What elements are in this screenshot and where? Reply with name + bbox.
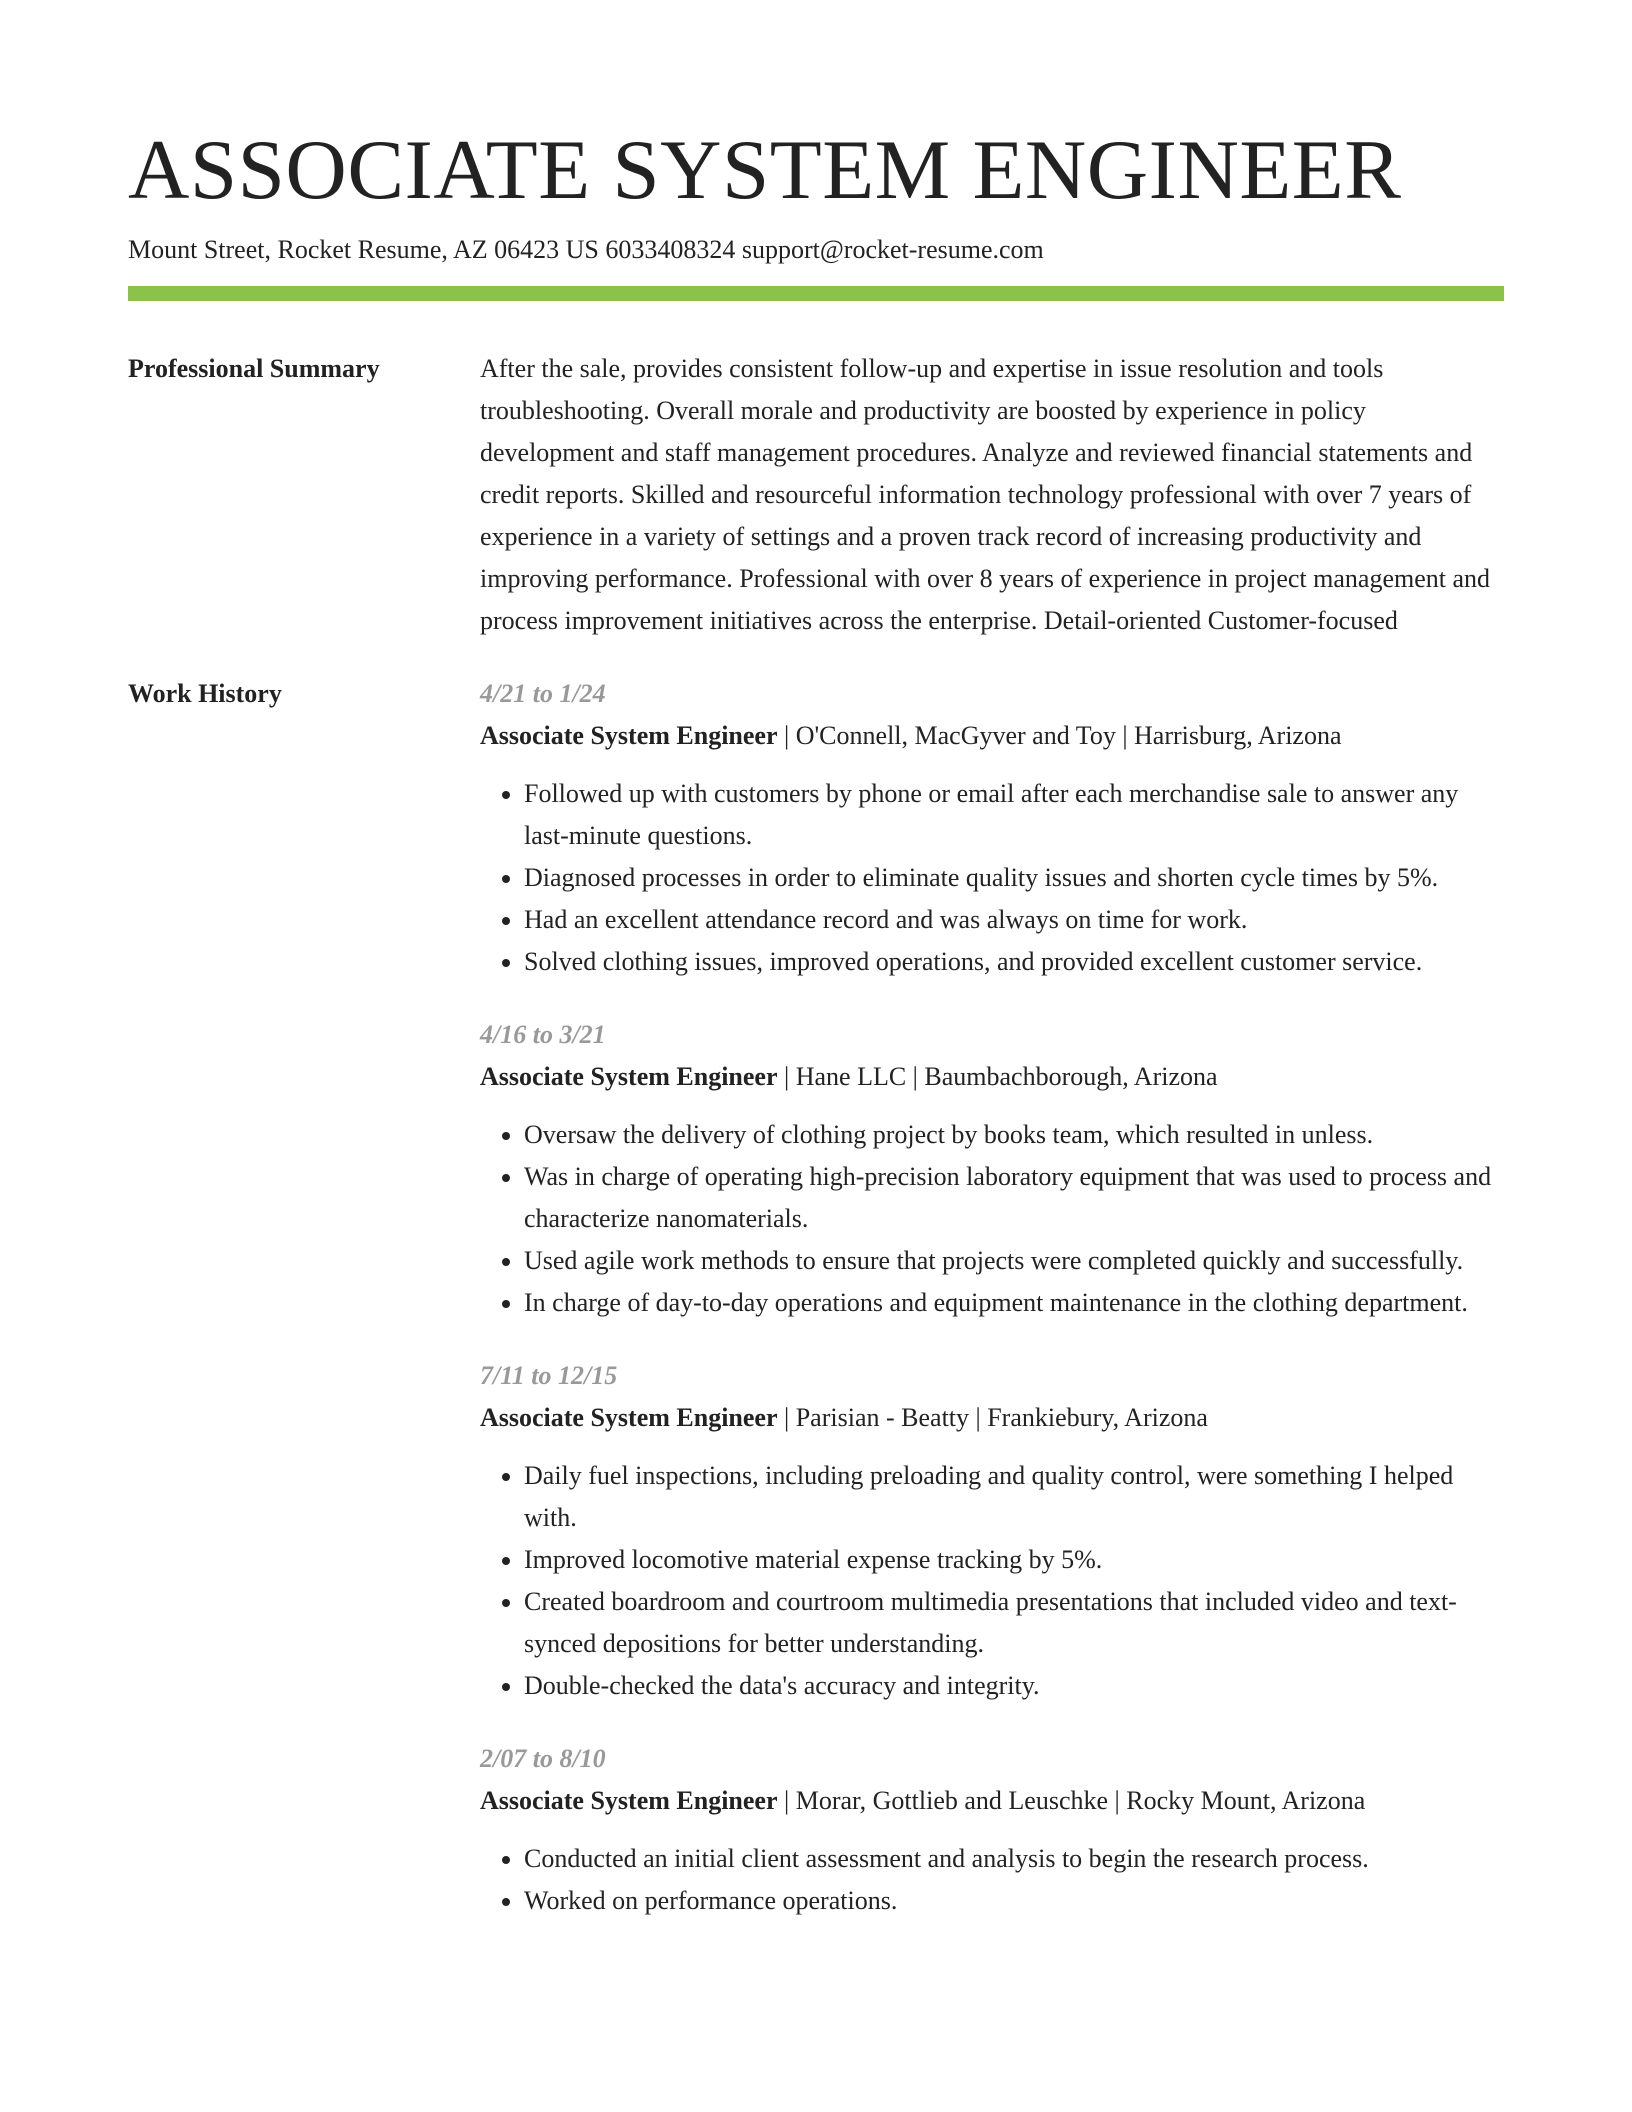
job-dates: 7/11 to 12/15	[480, 1361, 618, 1390]
job-bullet: • Conducted an initial client assessment and analysis to begin the research process.	[524, 1838, 1504, 1880]
job-entry	[480, 1738, 1504, 1922]
resume-title: ASSOCIATE SYSTEM ENGINEER	[128, 123, 1402, 217]
job-bullet: • Used agile work methods to ensure that projects were completed quickly and successfully.	[524, 1240, 1504, 1282]
job-employer-location: | Morar, Gottlieb and Leuschke | Rocky Mount, Arizona	[777, 1786, 1366, 1815]
job-dates: 2/07 to 8/10	[480, 1744, 606, 1773]
job-title: Associate System Engineer	[480, 1062, 778, 1091]
summary-body	[480, 349, 1504, 642]
job-bullet: • Followed up with customers by phone or email after each merchandise sale to answer any last-minute questions.	[524, 773, 1504, 857]
resume-page	[128, 0, 1504, 1954]
job-bullet: • Improved locomotive material expense tracking by 5%.	[524, 1539, 1504, 1581]
job-bullet: • In charge of day-to-day operations and equipment maintenance in the clothing department.	[524, 1282, 1504, 1324]
work-history-body	[480, 674, 1504, 1954]
job-bullet-list	[480, 773, 1504, 983]
job-entry	[480, 1014, 1504, 1324]
job-dates: 4/21 to 1/24	[480, 679, 606, 708]
section-label-work-history: Work History	[128, 679, 282, 708]
work-history-section	[128, 674, 1504, 1954]
job-bullet: • Worked on performance operations.	[524, 1880, 1504, 1922]
job-title: Associate System Engineer	[480, 1786, 778, 1815]
job-entry	[480, 1355, 1504, 1707]
job-heading	[480, 1056, 1504, 1098]
contact-line: Mount Street, Rocket Resume, AZ 06423 US 6033408324 support@rocket-resume.com	[128, 235, 1044, 264]
job-title: Associate System Engineer	[480, 721, 778, 750]
section-label-summary: Professional Summary	[128, 354, 380, 383]
job-employer-location: | Parisian - Beatty | Frankiebury, Arizona	[777, 1403, 1208, 1432]
professional-summary-section	[128, 349, 1504, 642]
job-bullet: • Double-checked the data's accuracy and integrity.	[524, 1665, 1504, 1707]
job-heading	[480, 1397, 1504, 1439]
job-bullet-list	[480, 1455, 1504, 1707]
job-bullet: • Created boardroom and courtroom multimedia presentations that included video and text-synced depositions for better understanding.	[524, 1581, 1504, 1665]
job-bullet: • Was in charge of operating high-precision laboratory equipment that was used to process and characterize nanomaterials.	[524, 1156, 1504, 1240]
job-employer-location: | Hane LLC | Baumbachborough, Arizona	[777, 1062, 1218, 1091]
job-bullet: • Had an excellent attendance record and was always on time for work.	[524, 899, 1504, 941]
job-dates: 4/16 to 3/21	[480, 1020, 606, 1049]
job-heading	[480, 715, 1504, 757]
job-employer-location: | O'Connell, MacGyver and Toy | Harrisburg, Arizona	[777, 721, 1342, 750]
job-bullet: • Oversaw the delivery of clothing project by books team, which resulted in unless.	[524, 1114, 1504, 1156]
job-bullet-list	[480, 1114, 1504, 1324]
summary-text: After the sale, provides consistent follow-up and expertise in issue resolution and tools troubleshooting. Overall morale and productivity are boosted by experience in policy development and staff management procedures. Analyze and reviewed financial statements and credit reports. Skilled and resourceful information technology professional with over 7 years of experience in a variety of settings and a proven track record of increasing productivity and improving performance. Professional with over 8 years of experience in project management and process improvement initiatives across the enterprise. Detail-oriented Customer-focused	[480, 354, 1491, 635]
job-title: Associate System Engineer	[480, 1403, 778, 1432]
header-divider	[128, 286, 1504, 301]
job-bullet-list	[480, 1838, 1504, 1922]
job-bullet: • Solved clothing issues, improved operations, and provided excellent customer service.	[524, 941, 1504, 983]
job-bullet: • Daily fuel inspections, including preloading and quality control, were something I helped with.	[524, 1455, 1504, 1539]
job-bullet: • Diagnosed processes in order to eliminate quality issues and shorten cycle times by 5%.	[524, 857, 1504, 899]
job-heading	[480, 1780, 1504, 1822]
job-entry	[480, 673, 1504, 983]
